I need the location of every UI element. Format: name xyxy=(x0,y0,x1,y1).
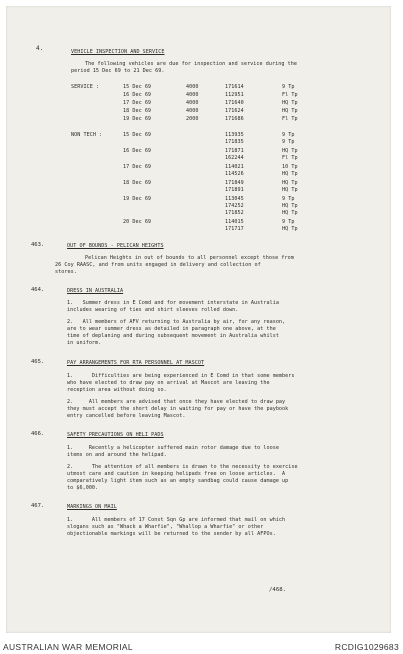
archive-footer xyxy=(0,638,403,654)
body-line: 2. All members are advised that once they have elected to draw pay xyxy=(67,399,286,405)
service-reg: 112951 xyxy=(225,92,244,98)
service-unit: Fl Tp xyxy=(282,92,298,98)
nontech-reg: 162244 xyxy=(225,155,244,161)
service-label: SERVICE : xyxy=(71,84,100,90)
nontech-reg: 171852 xyxy=(225,210,244,216)
heading-vehicle-inspection: VEHICLE INSPECTION AND SERVICE xyxy=(71,49,165,55)
nontech-date: 16 Dec 69 xyxy=(123,148,152,154)
nontech-unit: HQ Tp xyxy=(282,203,298,209)
nontech-date: 20 Dec 69 xyxy=(123,219,152,225)
body-line: time of deplaning and during subsequent movement in Australia whilst xyxy=(67,333,279,339)
service-date: 18 Dec 69 xyxy=(123,108,152,114)
nontech-unit: HQ Tp xyxy=(282,226,298,232)
nontech-reg: 171849 xyxy=(225,180,244,186)
nontech-reg: 171891 xyxy=(225,187,244,193)
nontech-reg: 171871 xyxy=(225,148,244,154)
page-marker: 4. xyxy=(36,45,44,52)
nontech-reg: 114526 xyxy=(225,171,244,177)
footer-id: RCDIG1029683 xyxy=(334,642,399,652)
body-line: 1. Recently a helicopter suffered main rotor damage due to loose xyxy=(67,445,279,451)
nontech-unit: Fl Tp xyxy=(282,155,298,161)
service-unit: HQ Tp xyxy=(282,100,298,106)
service-date: 15 Dec 69 xyxy=(123,84,152,90)
service-km: 4000 xyxy=(186,84,199,90)
nontech-date: 19 Dec 69 xyxy=(123,196,152,202)
body-line: Pelican Heights in out of bounds to all personnel except those from xyxy=(85,255,294,261)
body-line: 2. The attention of all members is drawn to the necessity to exercise xyxy=(67,464,298,470)
heading-out-of-bounds: OUT OF BOUNDS - PELICAN HEIGHTS xyxy=(67,243,164,249)
nontech-unit: HQ Tp xyxy=(282,210,298,216)
para-number: 463. xyxy=(31,242,45,248)
nontech-reg: 171835 xyxy=(225,139,244,145)
service-km: 4000 xyxy=(186,92,199,98)
body-line: 26 Coy RAASC, and from units engaged in delivery and collection of xyxy=(55,262,261,268)
body-line: stores. xyxy=(55,269,77,275)
nontech-label: NON TECH : xyxy=(71,132,103,138)
nontech-reg: 174252 xyxy=(225,203,244,209)
nontech-unit: HQ Tp xyxy=(282,148,298,154)
service-reg: 171624 xyxy=(225,108,244,114)
footer-source: AUSTRALIAN WAR MEMORIAL xyxy=(3,642,133,652)
service-unit: HQ Tp xyxy=(282,108,298,114)
service-reg: 171640 xyxy=(225,100,244,106)
body-line: utmost care and caution in keeping helipads free on loose articles. A xyxy=(67,471,286,477)
heading-safety: SAFETY PRECAUTIONS ON HELI PADS xyxy=(67,432,164,438)
body-line: 1. All members of 17 Const Sqn Gp are informed that mail on which xyxy=(67,517,286,523)
nontech-reg: 114015 xyxy=(225,219,244,225)
heading-dress: DRESS IN AUSTRALIA xyxy=(67,288,124,294)
body-line: comparatively light item such as an empty sandbag could cause damage up xyxy=(67,478,289,484)
service-unit: Fl Tp xyxy=(282,116,298,122)
body-line: they must accept the short delay in waiting for pay or have the paybook xyxy=(67,406,289,412)
body-line: who have elected to draw pay on arrival at Mascot are leaving the xyxy=(67,380,270,386)
nontech-date: 15 Dec 69 xyxy=(123,132,152,138)
body-line: entry cancelled before leaving Mascot. xyxy=(67,413,186,419)
nontech-unit: 9 Tp xyxy=(282,139,295,145)
service-km: 4000 xyxy=(186,100,199,106)
body-line: items on and around the helipad. xyxy=(67,452,167,458)
nontech-unit: HQ Tp xyxy=(282,171,298,177)
body-line: objectionable markings will be returned to the sender by all AFPOs. xyxy=(67,531,276,537)
nontech-unit: HQ Tp xyxy=(282,187,298,193)
heading-pay-arrangements: PAY ARRANGEMENTS FOR RTA PERSONNEL AT MASCOT xyxy=(67,360,205,366)
service-reg: 171614 xyxy=(225,84,244,90)
nontech-unit: 9 Tp xyxy=(282,196,295,202)
para-number: 464. xyxy=(31,287,45,293)
body-line: 1. Summer dress in E Comd and for movement interstate in Australia xyxy=(67,300,279,306)
service-date: 17 Dec 69 xyxy=(123,100,152,106)
body-line: slogans such as "Whack a Wharfie", "Whallop a Wharfie" or other xyxy=(67,524,264,530)
para-number: 466. xyxy=(31,431,45,437)
nontech-reg: 113935 xyxy=(225,132,244,138)
service-km: 2000 xyxy=(186,116,199,122)
heading-markings: MARKINGS ON MAIL xyxy=(67,504,117,510)
nontech-reg: 171717 xyxy=(225,226,244,232)
service-km: 4000 xyxy=(186,108,199,114)
document-page xyxy=(6,6,391,633)
nontech-reg: 113045 xyxy=(225,196,244,202)
body-line: 2. All members of AFV returning to Australia by air, for any reason, xyxy=(67,319,286,325)
next-page-marker: /468. xyxy=(269,587,287,593)
nontech-unit: 9 Tp xyxy=(282,132,295,138)
body-line: reception area without doing so. xyxy=(67,387,167,393)
nontech-unit: 9 Tp xyxy=(282,219,295,225)
intro-line: period 15 Dec 69 to 21 Dec 69. xyxy=(71,68,165,74)
service-date: 16 Dec 69 xyxy=(123,92,152,98)
nontech-unit: HQ Tp xyxy=(282,180,298,186)
nontech-date: 18 Dec 69 xyxy=(123,180,152,186)
para-number: 465. xyxy=(31,359,45,365)
service-reg: 171686 xyxy=(225,116,244,122)
service-unit: 9 Tp xyxy=(282,84,295,90)
body-line: in uniform. xyxy=(67,340,102,346)
nontech-unit: 10 Tp xyxy=(282,164,298,170)
body-line: are to wear summer dress as detailed in paragraph one above, at the xyxy=(67,326,276,332)
body-line: 1. Difficulties are being experienced in E Comd in that some members xyxy=(67,373,295,379)
body-line: includes wearing of ties and shirt sleeves rolled down. xyxy=(67,307,239,313)
intro-line: The following vehicles are due for inspection and service during the xyxy=(85,61,297,67)
para-number: 467. xyxy=(31,503,45,509)
nontech-date: 17 Dec 69 xyxy=(123,164,152,170)
nontech-reg: 114021 xyxy=(225,164,244,170)
body-line: to $6,000. xyxy=(67,485,99,491)
service-date: 19 Dec 69 xyxy=(123,116,152,122)
